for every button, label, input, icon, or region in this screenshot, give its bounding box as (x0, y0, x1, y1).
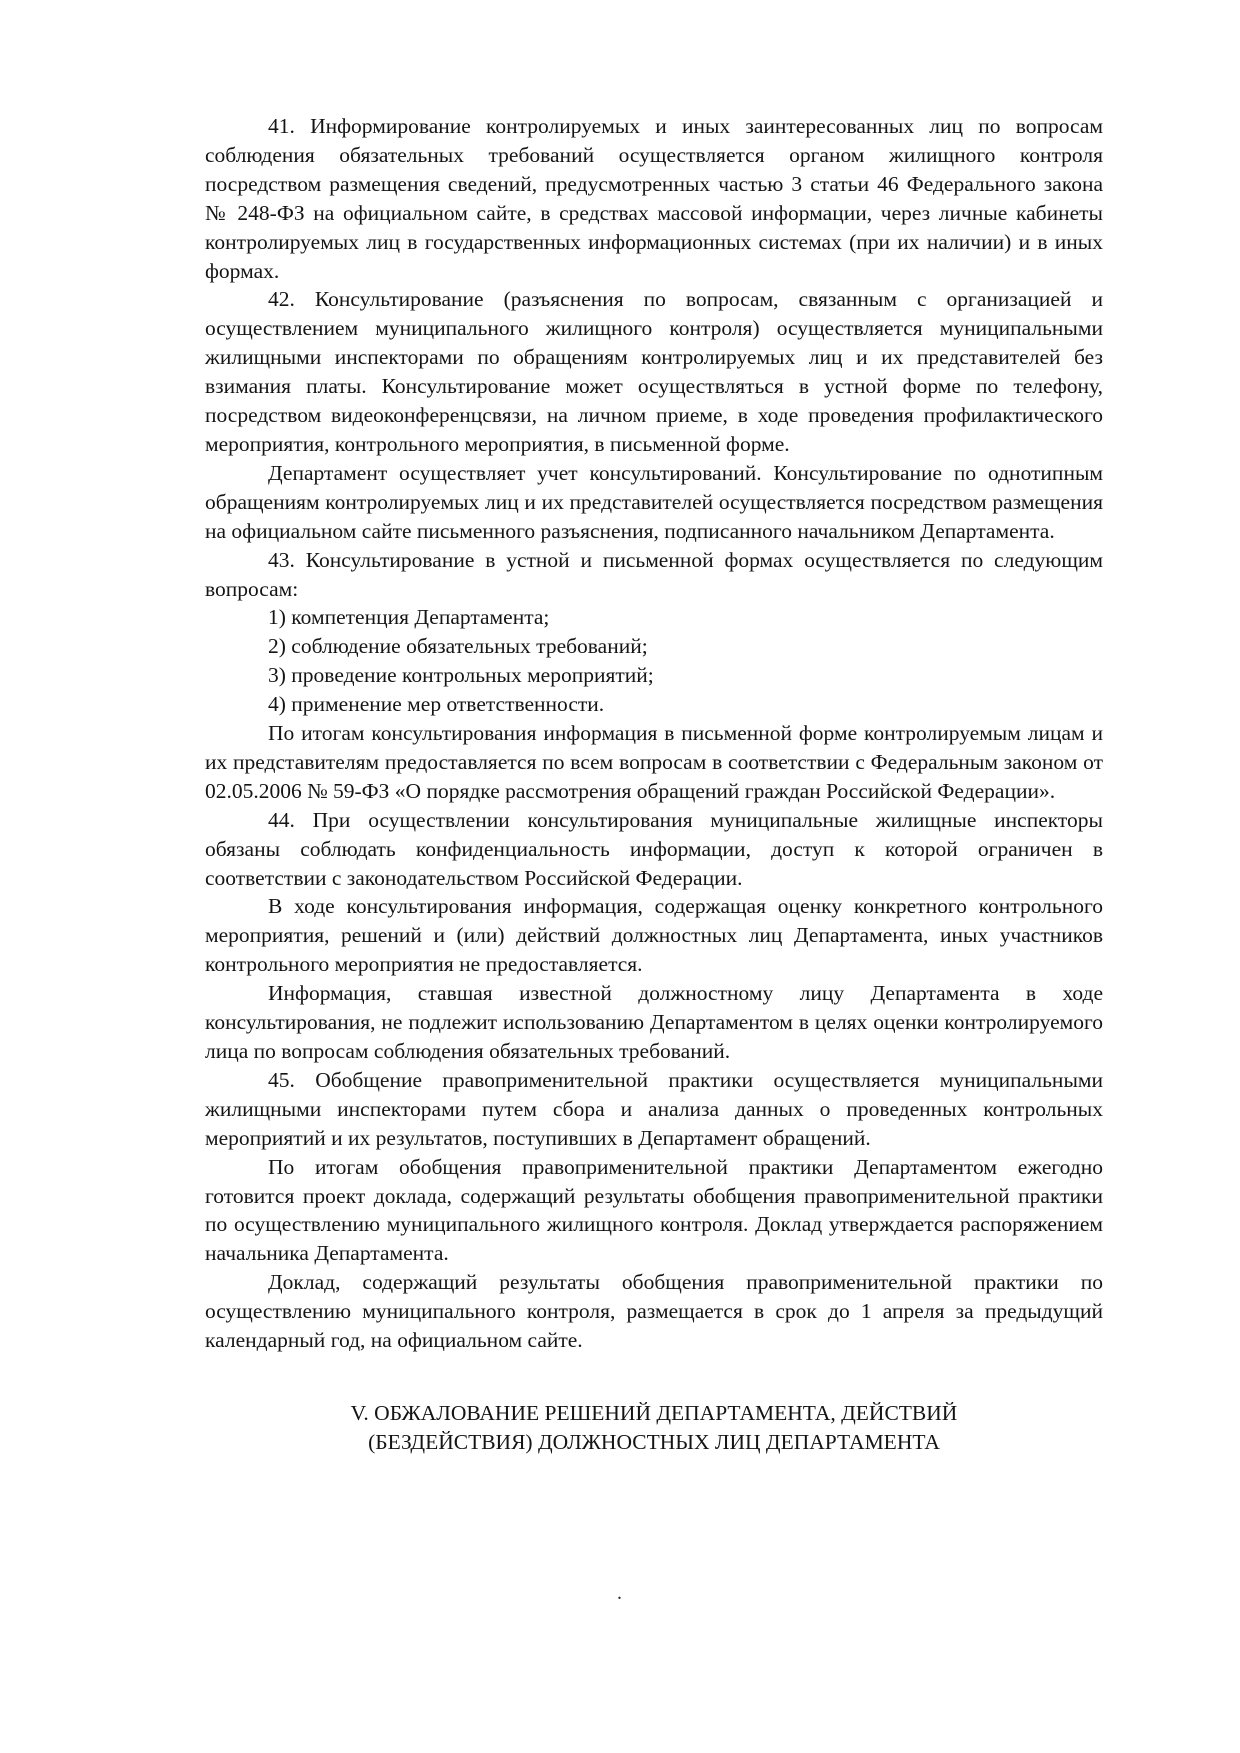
footer-mark: . (617, 1582, 623, 1604)
list-item: 4) применение мер ответственности. (268, 692, 605, 717)
section-heading-line-2: (БЕЗДЕЙСТВИЯ) ДОЛЖНОСТНЫХ ЛИЦ ДЕПАРТАМЕНТА (368, 1429, 940, 1454)
paragraph-department-accounting: Департамент осуществляет учет консультирований. Консультирование по однотипным обращениям контролируемых лиц и их представителей осуществляется посредством размещения на официальном сайте письменного разъяснения, подписанного начальником Департамента. (205, 460, 1103, 543)
section-heading-line-1: V. ОБЖАЛОВАНИЕ РЕШЕНИЙ ДЕПАРТАМЕНТА, ДЕЙСТВИЙ (350, 1400, 958, 1425)
paragraph-44: 44. При осуществлении консультирования муниципальные жилищные инспекторы обязаны соблюдать конфиденциальность информации, доступ к которой ограничен в соответствии с законодательством Российской Федерации. (205, 807, 1103, 890)
list-item: 1) компетенция Департамента; (268, 605, 550, 630)
document-body (205, 112, 1103, 1456)
paragraph-42: 42. Консультирование (разъяснения по вопросам, связанным с организацией и осуществлением муниципального жилищного контроля) осуществляется муниципальными жилищными инспекторами по обращениям контролируемых лиц и их представителей без взимания платы. Консультирование может осуществляться в устной форме по телефону, посредством видеоконференцсвязи, на личном приеме, в ходе проведения профилактического мероприятия, контрольного мероприятия, в письменной форме. (205, 287, 1103, 456)
section-heading (205, 1399, 1103, 1456)
paragraph-45: 45. Обобщение правоприменительной практики осуществляется муниципальными жилищными инспекторами путем сбора и анализа данных о проведенных контрольных мероприятий и их результатов, поступивших в Департамент обращений. (205, 1067, 1103, 1150)
list-item: 2) соблюдение обязательных требований; (268, 634, 648, 659)
paragraph-information-use: Информация, ставшая известной должностному лицу Департамента в ходе консультирования, не подлежит использованию Департаментом в целях оценки контролируемого лица по вопросам соблюдения обязательных требований. (205, 981, 1103, 1063)
paragraph-annual-report: По итогам обобщения правоприменительной практики Департаментом ежегодно готовится проект доклада, содержащий результаты обобщения правоприменительной практики по осуществлению муниципального жилищного контроля. Доклад утверждается распоряжением начальника Департамента. (205, 1154, 1103, 1266)
paragraph-report-deadline: Доклад, содержащий результаты обобщения правоприменительной практики по осуществлению муниципального контроля, размещается в срок до 1 апреля за предыдущий календарный год, на официальном сайте. (205, 1270, 1103, 1353)
paragraph-consultation-results: По итогам консультирования информация в письменной форме контролируемым лицам и их представителям предоставляется по всем вопросам в соответствии с Федеральным законом от 02.05.2006 № 59-ФЗ «О порядке рассмотрения обращений граждан Российской Федерации». (205, 721, 1103, 803)
paragraph-confidential-assessment: В ходе консультирования информация, содержащая оценку конкретного контрольного мероприятия, решений и (или) действий должностных лиц Департамента, иных участников контрольного мероприятия не предоставляется. (205, 894, 1103, 977)
list-item: 3) проведение контрольных мероприятий; (268, 663, 654, 688)
paragraph-41: 41. Информирование контролируемых и иных заинтересованных лиц по вопросам соблюдения обязательных требований осуществляется органом жилищного контроля посредством размещения сведений, предусмотренных частью 3 статьи 46 Федерального закона № 248-ФЗ на официальном сайте, в средствах массовой информации, через личные кабинеты контролируемых лиц в государственных информационных системах (при их наличии) и в иных формах. (205, 114, 1103, 283)
paragraph-43: 43. Консультирование в устной и письменной формах осуществляется по следующим вопросам: (205, 547, 1103, 601)
